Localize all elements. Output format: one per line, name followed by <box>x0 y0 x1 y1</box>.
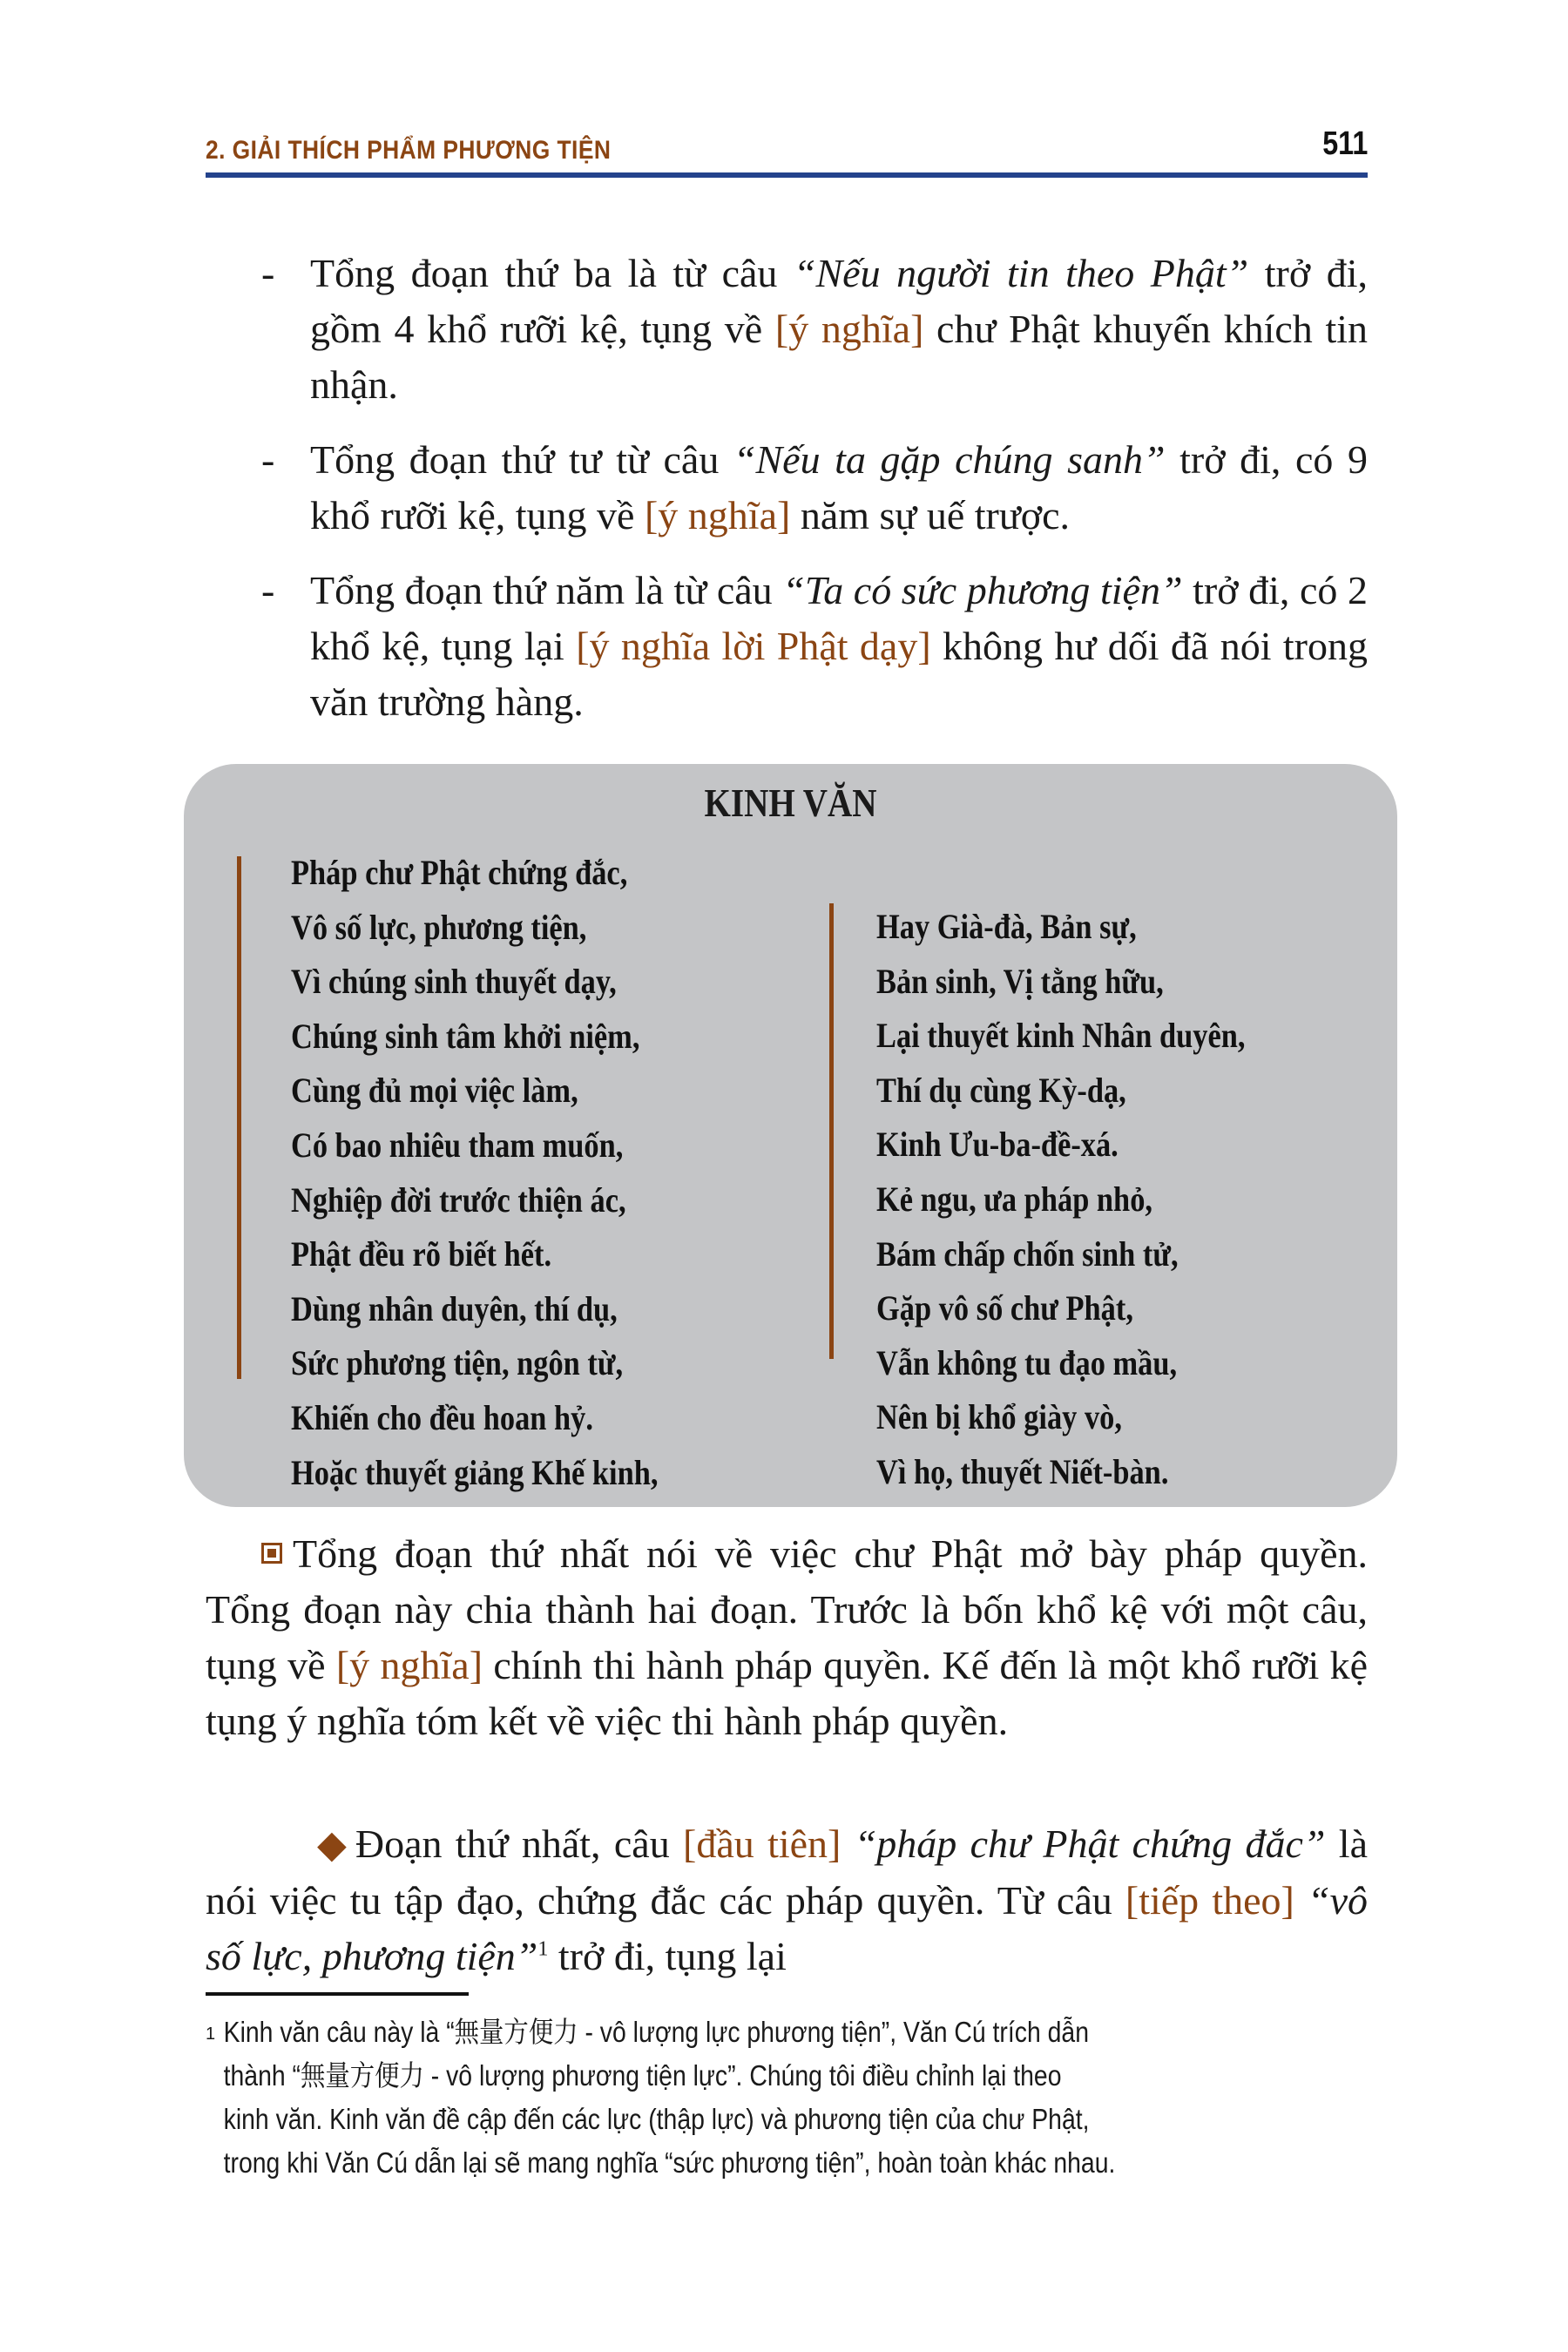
editorial-bracket: [tiếp theo] <box>1125 1878 1294 1923</box>
page-number: 511 <box>1321 125 1368 162</box>
text: trở đi, có 9 khổ rưỡi kệ, tụng về <box>310 437 1368 537</box>
text: không hư dối đã nói trong văn trường hàng. <box>310 624 1368 724</box>
verse-line: Nên bị khổ giày vò, <box>876 1397 1122 1437</box>
scripture-box <box>184 764 1397 1507</box>
verse-line: Kẻ ngu, ưa pháp nhỏ, <box>876 1179 1152 1219</box>
bullet-item <box>261 246 1368 413</box>
right-verse-bar <box>829 903 834 1359</box>
verse-line: Pháp chư Phật chứng đắc, <box>291 853 628 892</box>
verse-line: Chúng sinh tâm khởi niệm, <box>291 1016 640 1056</box>
footnote-line: Kinh văn câu này là “無量方便力 - vô lượng lực phương tiện”, Văn Cú trích dẫn <box>223 2016 1089 2048</box>
verse-line: Bám chấp chốn sinh tử, <box>876 1233 1179 1274</box>
editorial-bracket: [ý nghĩa lời Phật dạy] <box>576 624 931 668</box>
text: Tổng đoạn thứ năm là từ câu <box>310 568 783 612</box>
verse-line: Có bao nhiêu tham muốn, <box>291 1125 624 1165</box>
verse-line: Vẫn không tu đạo mầu, <box>876 1342 1178 1382</box>
text: Tổng đoạn thứ tư từ câu <box>310 437 733 482</box>
verse-line: Lại thuyết kinh Nhân duyên, <box>876 1016 1246 1056</box>
verse-line: Cùng đủ mọi việc làm, <box>291 1071 578 1111</box>
paragraph-overview <box>206 1526 1368 1749</box>
text: Tổng đoạn thứ ba là từ câu <box>310 251 794 295</box>
verse-line: Vì chúng sinh thuyết dạy, <box>291 962 617 1002</box>
editorial-bracket: [ý nghĩa] <box>774 307 924 351</box>
running-header <box>206 122 1368 179</box>
text: chính thi hành pháp quyền. Kế đến là một khổ rưỡi kệ tụng ý nghĩa tóm kết về việc thi hành pháp quyền. <box>206 1643 1369 1743</box>
verse-line: Vô số lực, phương tiện, <box>291 907 587 947</box>
text: chư Phật khuyến khích tin nhận. <box>310 307 1368 407</box>
text: Tổng đoạn thứ nhất nói về việc chư Phật mở bày pháp quyền. Tổng đoạn này chia thành hai đoạn. Trước là bốn khổ kệ với một câu, tụng về <box>206 1531 1368 1687</box>
quote: “Ta có sức phương tiện” <box>782 568 1183 612</box>
verse-line: Khiến cho đều hoan hỷ. <box>291 1397 593 1437</box>
text: trở đi, tụng lại <box>548 1934 787 1978</box>
verse-line: Thí dụ cùng Kỳ-dạ, <box>876 1070 1126 1110</box>
verse-line: Gặp vô số chư Phật, <box>876 1288 1133 1328</box>
diamond-bullet-icon: ◆ <box>317 1823 347 1866</box>
paragraph-first-section <box>206 1816 1368 1984</box>
footnote-line: kinh văn. Kinh văn đề cập đến các lực (thập lực) và phương tiện của chư Phật, <box>223 2103 1090 2135</box>
footnote-marker: 1 <box>206 2024 216 2044</box>
verse-line: Bản sinh, Vị tằng hữu, <box>876 961 1164 1001</box>
footnote-line: thành “無量方便力 - vô lượng phương tiện lực”. Chúng tôi điều chỉnh lại theo <box>223 2059 1062 2092</box>
editorial-bracket: [ý nghĩa] <box>644 493 791 537</box>
bullet-item <box>261 563 1368 730</box>
square-bullet-icon <box>261 1543 282 1564</box>
scripture-title: KINH VĂN <box>704 781 877 825</box>
header-rule <box>206 172 1368 178</box>
verse-line: Sức phương tiện, ngôn từ, <box>291 1343 624 1383</box>
quote: “Nếu ta gặp chúng sanh” <box>733 437 1166 482</box>
text: Đoạn thứ nhất, câu <box>355 1821 684 1866</box>
verse-line: Dùng nhân duyên, thí dụ, <box>291 1288 618 1328</box>
text: năm sự uế trược. <box>790 493 1071 537</box>
quote: “vô số lực, phương tiện” <box>206 1878 1369 1978</box>
editorial-bracket: [đầu tiên] <box>683 1821 841 1866</box>
chapter-title: 2. GIẢI THÍCH PHẨM PHƯƠNG TIỆN <box>206 136 612 165</box>
verse-line: Hoặc thuyết giảng Khế kinh, <box>291 1452 659 1492</box>
footnote-ref[interactable]: 1 <box>537 1937 549 1961</box>
dash-marker: - <box>261 437 275 482</box>
quote: “pháp chư Phật chứng đắc” <box>841 1821 1326 1866</box>
text: là nói việc tu tập đạo, chứng đắc các pháp quyền. Từ câu <box>206 1821 1368 1923</box>
left-verse-bar <box>237 856 241 1379</box>
footnote-line: trong khi Văn Cú dẫn lại sẽ mang nghĩa “sức phương tiện”, hoàn toàn khác nhau. <box>223 2146 1116 2179</box>
verse-line: Hay Già-đà, Bản sự, <box>876 907 1137 946</box>
editorial-bracket: [ý nghĩa] <box>335 1643 483 1687</box>
verse-line: Phật đều rõ biết hết. <box>291 1234 552 1274</box>
verse-line: Nghiệp đời trước thiện ác, <box>291 1179 626 1220</box>
verse-line: Kinh Ưu-ba-đề-xá. <box>876 1125 1119 1165</box>
text: trở đi, gồm 4 khổ rưỡi kệ, tụng về <box>310 251 1368 351</box>
footnote-rule <box>206 1992 469 1996</box>
verse-column-right <box>876 900 1305 1500</box>
verse-line: Vì họ, thuyết Niết-bàn. <box>876 1451 1169 1491</box>
footnote <box>206 2011 1368 2185</box>
bullet-list <box>261 246 1368 749</box>
quote: “Nếu người tin theo Phật” <box>793 251 1249 295</box>
bullet-item <box>261 432 1368 544</box>
verse-column-left <box>291 846 718 1500</box>
dash-marker: - <box>261 568 275 612</box>
dash-marker: - <box>261 251 275 295</box>
text: trở đi, có 2 khổ kệ, tụng lại <box>310 568 1368 668</box>
